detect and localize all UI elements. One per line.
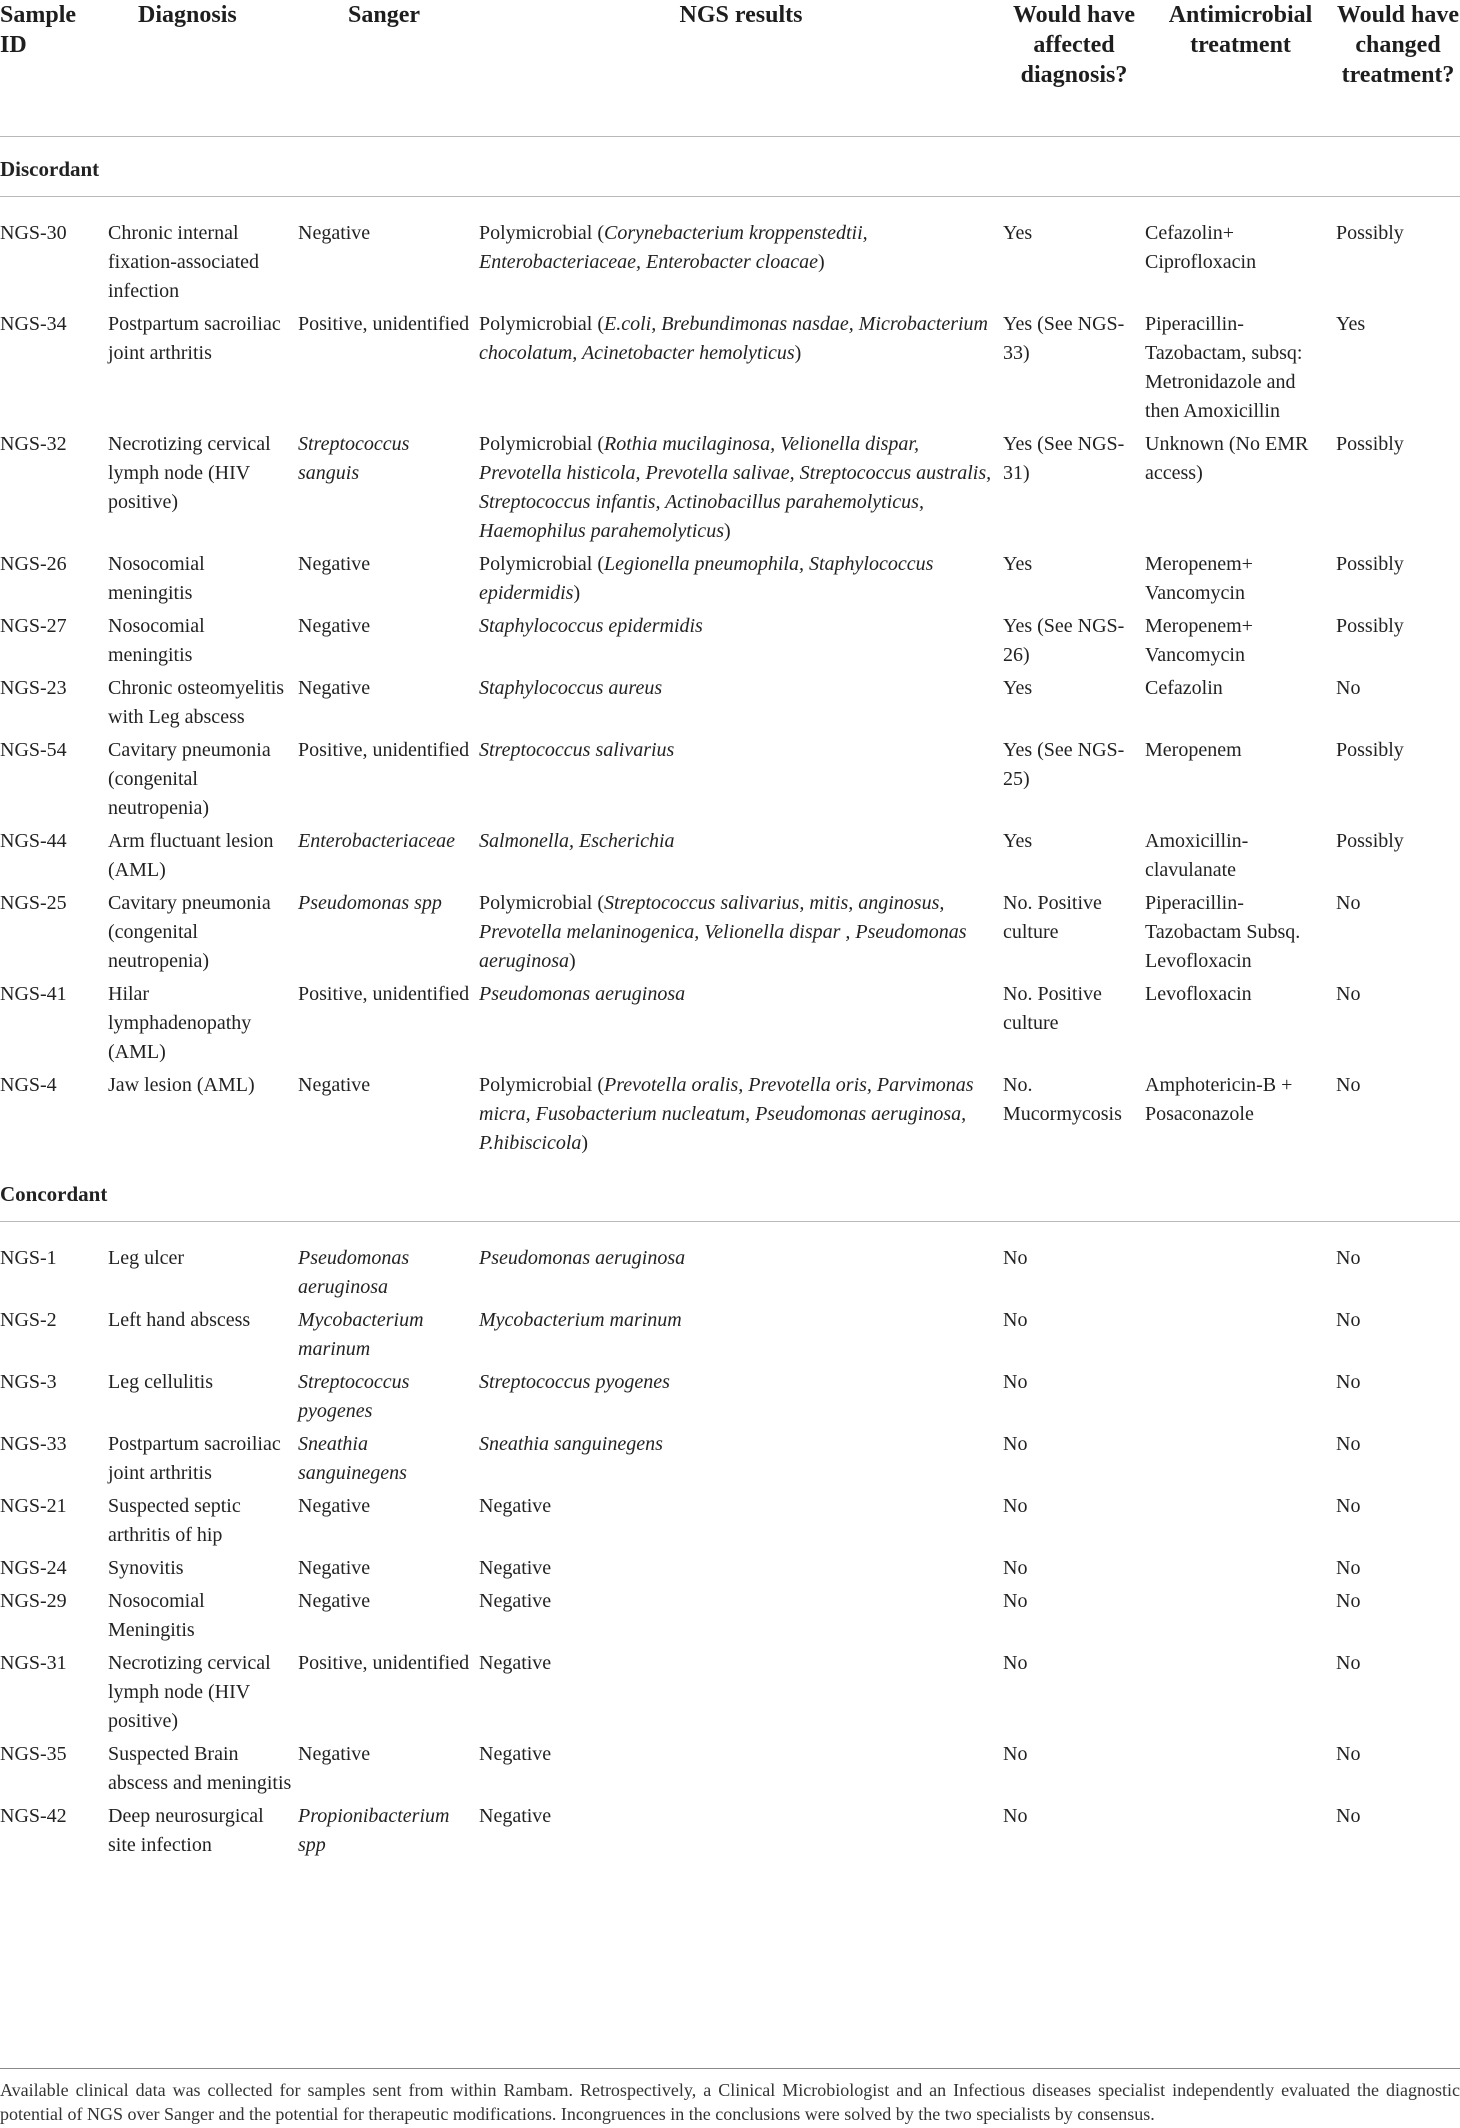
cell-sanger: Negative bbox=[298, 615, 371, 637]
cell-diagnosis: Nosocomial meningitis bbox=[108, 553, 205, 604]
cell-changed-treatment: No bbox=[1336, 1557, 1361, 1579]
cell-antimicrobial-treatment bbox=[1145, 1554, 1336, 1587]
cell-sample-id: NGS-27 bbox=[0, 615, 67, 637]
cell-sample-id: NGS-32 bbox=[0, 433, 67, 455]
ngs-text-segment: E.coli, Brebundimonas nasdae, Microbacterium chocolatum, Acinetobacter hemolyticus bbox=[479, 313, 988, 364]
cell-antimicrobial-treatment: Cefazolin+ Ciprofloxacin bbox=[1145, 222, 1257, 273]
cell-changed-treatment: No bbox=[1336, 1074, 1361, 1096]
cell-affected-diagnosis: No bbox=[1003, 1805, 1028, 1827]
ngs-text-segment: Streptococcus pyogenes bbox=[479, 1371, 670, 1393]
table-body bbox=[0, 137, 1460, 1865]
table-row bbox=[0, 889, 1460, 980]
table-row bbox=[0, 1554, 1460, 1587]
cell-affected-diagnosis: Yes bbox=[1003, 553, 1033, 575]
cell-changed-treatment: No bbox=[1336, 677, 1361, 699]
header-ngs-results: NGS results bbox=[479, 0, 1003, 137]
ngs-text-segment: Pseudomonas aeruginosa bbox=[479, 983, 686, 1005]
cell-changed-treatment: No bbox=[1336, 983, 1361, 1005]
ngs-text-segment: ) bbox=[581, 1132, 589, 1154]
cell-affected-diagnosis: No bbox=[1003, 1433, 1028, 1455]
table-row bbox=[0, 827, 1460, 889]
cell-sanger: Sneathia sanguinegens bbox=[298, 1433, 407, 1484]
table-row bbox=[0, 612, 1460, 674]
cell-sample-id: NGS-3 bbox=[0, 1371, 57, 1393]
ngs-text-segment: Negative bbox=[479, 1557, 552, 1579]
cell-changed-treatment: Possibly bbox=[1336, 615, 1404, 637]
table-row bbox=[0, 1587, 1460, 1649]
header-sample-id: Sample ID bbox=[0, 0, 108, 137]
cell-affected-diagnosis: No bbox=[1003, 1247, 1028, 1269]
cell-antimicrobial-treatment: Amphotericin-B + Posaconazole bbox=[1145, 1074, 1293, 1125]
cell-sample-id: NGS-4 bbox=[0, 1074, 57, 1096]
cell-ngs-results bbox=[479, 1740, 1003, 1802]
cell-sanger: Mycobacterium marinum bbox=[298, 1309, 424, 1360]
table-row bbox=[0, 197, 1460, 311]
cell-diagnosis: Chronic osteomyelitis with Leg abscess bbox=[108, 677, 285, 728]
ngs-text-segment: Staphylococcus epidermidis bbox=[479, 615, 703, 637]
ngs-text-segment: Pseudomonas aeruginosa bbox=[479, 1247, 686, 1269]
cell-sanger: Pseudomonas aeruginosa bbox=[298, 1247, 410, 1298]
cell-ngs-results bbox=[479, 612, 1003, 674]
cell-sample-id: NGS-24 bbox=[0, 1557, 67, 1579]
cell-affected-diagnosis: No bbox=[1003, 1743, 1028, 1765]
cell-sample-id: NGS-33 bbox=[0, 1433, 67, 1455]
cell-antimicrobial-treatment: Piperacillin-Tazobactam, subsq: Metronidazole and then Amoxicillin bbox=[1145, 313, 1303, 422]
cell-diagnosis: Nosocomial meningitis bbox=[108, 615, 205, 666]
ngs-text-segment: Mycobacterium marinum bbox=[479, 1309, 682, 1331]
cell-changed-treatment: No bbox=[1336, 1371, 1361, 1393]
cell-antimicrobial-treatment bbox=[1145, 1368, 1336, 1430]
ngs-text-segment: Salmonella, Escherichia bbox=[479, 830, 675, 852]
cell-antimicrobial-treatment: Cefazolin bbox=[1145, 677, 1223, 699]
cell-sanger: Streptococcus pyogenes bbox=[298, 1371, 410, 1422]
table-row bbox=[0, 550, 1460, 612]
ngs-text-segment: Negative bbox=[479, 1590, 552, 1612]
ngs-text-segment: ) bbox=[794, 342, 802, 364]
cell-antimicrobial-treatment: Levofloxacin bbox=[1145, 983, 1252, 1005]
cell-changed-treatment: Yes bbox=[1336, 313, 1366, 335]
cell-ngs-results bbox=[479, 430, 1003, 550]
table-footnote: Available clinical data was collected for samples sent from within Rambam. Retrospectively, a Clinical Microbiologist and an Infectious diseases specialist independently evaluated the diagnostic potential of NGS over Sanger and the potential for therapeutic modifications. Incongruences in the conclusions were solved by the two specialists by consensus. bbox=[0, 2080, 1460, 2124]
cell-sanger: Streptococcus sanguis bbox=[298, 433, 410, 484]
cell-changed-treatment: No bbox=[1336, 1247, 1361, 1269]
table-row bbox=[0, 980, 1460, 1071]
cell-sample-id: NGS-31 bbox=[0, 1652, 67, 1674]
ngs-text-segment: Sneathia sanguinegens bbox=[479, 1433, 663, 1455]
cell-diagnosis: Postpartum sacroiliac joint arthritis bbox=[108, 313, 281, 364]
cell-sanger: Negative bbox=[298, 677, 371, 699]
table-row bbox=[0, 1492, 1460, 1554]
ngs-text-segment: Polymicrobial ( bbox=[479, 553, 604, 575]
table-header bbox=[0, 0, 1460, 137]
cell-sample-id: NGS-1 bbox=[0, 1247, 57, 1269]
cell-diagnosis: Left hand abscess bbox=[108, 1309, 251, 1331]
cell-diagnosis: Necrotizing cervical lymph node (HIV positive) bbox=[108, 433, 271, 513]
cell-ngs-results bbox=[479, 1802, 1003, 1864]
cell-affected-diagnosis: Yes (See NGS-33) bbox=[1003, 313, 1125, 364]
cell-ngs-results bbox=[479, 889, 1003, 980]
ngs-text-segment: Negative bbox=[479, 1495, 552, 1517]
cell-ngs-results bbox=[479, 1649, 1003, 1740]
cell-affected-diagnosis: No bbox=[1003, 1309, 1028, 1331]
table-row bbox=[0, 1740, 1460, 1802]
cell-changed-treatment: No bbox=[1336, 1433, 1361, 1455]
cell-affected-diagnosis: No bbox=[1003, 1371, 1028, 1393]
cell-antimicrobial-treatment bbox=[1145, 1222, 1336, 1307]
cell-sanger: Negative bbox=[298, 1743, 371, 1765]
cell-sanger: Negative bbox=[298, 1557, 371, 1579]
ngs-text-segment: ) bbox=[817, 251, 825, 273]
cell-antimicrobial-treatment bbox=[1145, 1649, 1336, 1740]
cell-affected-diagnosis: Yes (See NGS-25) bbox=[1003, 739, 1125, 790]
cell-antimicrobial-treatment bbox=[1145, 1430, 1336, 1492]
ngs-text-segment: ) bbox=[573, 582, 581, 604]
cell-sanger: Positive, unidentified bbox=[298, 739, 470, 761]
ngs-text-segment: Rothia mucilaginosa, Velionella dispar, Prevotella histicola, Prevotella salivae, Streptococcus australis, Streptococcus infantis, Actinobacillus parahemolyticus, Haemophilus parahemolyticus bbox=[479, 433, 992, 542]
cell-antimicrobial-treatment bbox=[1145, 1740, 1336, 1802]
section-title: Concordant bbox=[0, 1162, 1460, 1222]
cell-sanger: Negative bbox=[298, 553, 371, 575]
cell-affected-diagnosis: No. Mucormycosis bbox=[1003, 1074, 1122, 1125]
cell-ngs-results bbox=[479, 310, 1003, 430]
cell-changed-treatment: No bbox=[1336, 1652, 1361, 1674]
cell-diagnosis: Deep neurosurgical site infection bbox=[108, 1805, 264, 1856]
table-row bbox=[0, 1222, 1460, 1307]
cell-sanger: Propionibacterium spp bbox=[298, 1805, 450, 1856]
section-title: Discordant bbox=[0, 137, 1460, 197]
cell-sample-id: NGS-44 bbox=[0, 830, 67, 852]
cell-diagnosis: Leg cellulitis bbox=[108, 1371, 213, 1393]
ngs-text-segment: Prevotella oralis, Prevotella oris, Parvimonas micra, Fusobacterium nucleatum, Pseudomonas aeruginosa, P.hibiscicola bbox=[479, 1074, 974, 1154]
cell-ngs-results bbox=[479, 980, 1003, 1071]
cell-antimicrobial-treatment: Unknown (No EMR access) bbox=[1145, 433, 1309, 484]
cell-sanger: Positive, unidentified bbox=[298, 1652, 470, 1674]
header-row bbox=[0, 0, 1460, 137]
cell-antimicrobial-treatment: Amoxicillin-clavulanate bbox=[1145, 830, 1249, 881]
cell-changed-treatment: No bbox=[1336, 1743, 1361, 1765]
cell-diagnosis: Leg ulcer bbox=[108, 1247, 185, 1269]
cell-sample-id: NGS-23 bbox=[0, 677, 67, 699]
cell-diagnosis: Suspected Brain abscess and meningitis bbox=[108, 1743, 292, 1794]
cell-affected-diagnosis: No bbox=[1003, 1590, 1028, 1612]
cell-ngs-results bbox=[479, 736, 1003, 827]
table-row bbox=[0, 1649, 1460, 1740]
ngs-text-segment: Corynebacterium kroppenstedtii, Enterobacteriaceae, Enterobacter cloacae bbox=[479, 222, 868, 273]
table-row bbox=[0, 1802, 1460, 1864]
cell-ngs-results bbox=[479, 1430, 1003, 1492]
cell-antimicrobial-treatment bbox=[1145, 1587, 1336, 1649]
cell-sanger: Negative bbox=[298, 222, 371, 244]
cell-changed-treatment: Possibly bbox=[1336, 739, 1404, 761]
ngs-text-segment: Negative bbox=[479, 1652, 552, 1674]
cell-ngs-results bbox=[479, 1306, 1003, 1368]
cell-diagnosis: Cavitary pneumonia (congenital neutropenia) bbox=[108, 739, 271, 819]
cell-sanger: Positive, unidentified bbox=[298, 983, 470, 1005]
ngs-text-segment: Negative bbox=[479, 1805, 552, 1827]
cell-sample-id: NGS-25 bbox=[0, 892, 67, 914]
table-row bbox=[0, 310, 1460, 430]
ngs-text-segment: Negative bbox=[479, 1743, 552, 1765]
cell-diagnosis: Cavitary pneumonia (congenital neutropenia) bbox=[108, 892, 271, 972]
cell-antimicrobial-treatment: Meropenem+ Vancomycin bbox=[1145, 615, 1253, 666]
cell-ngs-results bbox=[479, 1222, 1003, 1307]
header-diagnosis: Diagnosis bbox=[108, 0, 298, 137]
cell-sample-id: NGS-41 bbox=[0, 983, 67, 1005]
table-row bbox=[0, 1430, 1460, 1492]
cell-affected-diagnosis: No. Positive culture bbox=[1003, 983, 1102, 1034]
cell-diagnosis: Synovitis bbox=[108, 1557, 184, 1579]
cell-ngs-results bbox=[479, 674, 1003, 736]
cell-sanger: Positive, unidentified bbox=[298, 313, 470, 335]
cell-affected-diagnosis: Yes bbox=[1003, 830, 1033, 852]
cell-ngs-results bbox=[479, 550, 1003, 612]
ngs-text-segment: Polymicrobial ( bbox=[479, 1074, 604, 1096]
cell-changed-treatment: No bbox=[1336, 892, 1361, 914]
cell-sample-id: NGS-35 bbox=[0, 1743, 67, 1765]
cell-affected-diagnosis: No bbox=[1003, 1652, 1028, 1674]
cell-sample-id: NGS-54 bbox=[0, 739, 67, 761]
cell-affected-diagnosis: Yes bbox=[1003, 222, 1033, 244]
cell-sanger: Negative bbox=[298, 1495, 371, 1517]
cell-changed-treatment: No bbox=[1336, 1495, 1361, 1517]
cell-antimicrobial-treatment: Piperacillin-Tazobactam Subsq. Levofloxacin bbox=[1145, 892, 1301, 972]
cell-changed-treatment: No bbox=[1336, 1309, 1361, 1331]
cell-sample-id: NGS-26 bbox=[0, 553, 67, 575]
ngs-text-segment: Polymicrobial ( bbox=[479, 222, 604, 244]
cell-ngs-results bbox=[479, 1554, 1003, 1587]
cell-sample-id: NGS-2 bbox=[0, 1309, 57, 1331]
cell-ngs-results bbox=[479, 1368, 1003, 1430]
cell-sample-id: NGS-42 bbox=[0, 1805, 67, 1827]
cell-sample-id: NGS-34 bbox=[0, 313, 67, 335]
header-affected-diagnosis: Would have affected diagnosis? bbox=[1003, 0, 1145, 137]
cell-affected-diagnosis: Yes bbox=[1003, 677, 1033, 699]
cell-diagnosis: Postpartum sacroiliac joint arthritis bbox=[108, 1433, 281, 1484]
ngs-text-segment: Legionella pneumophila, Staphylococcus epidermidis bbox=[479, 553, 934, 604]
cell-ngs-results bbox=[479, 1587, 1003, 1649]
cell-changed-treatment: Possibly bbox=[1336, 830, 1404, 852]
cell-ngs-results bbox=[479, 197, 1003, 311]
bottom-rule bbox=[0, 2068, 1460, 2069]
cell-antimicrobial-treatment: Meropenem+ Vancomycin bbox=[1145, 553, 1253, 604]
cell-antimicrobial-treatment bbox=[1145, 1802, 1336, 1864]
cell-ngs-results bbox=[479, 1492, 1003, 1554]
cell-changed-treatment: No bbox=[1336, 1590, 1361, 1612]
cell-antimicrobial-treatment bbox=[1145, 1492, 1336, 1554]
cell-changed-treatment: Possibly bbox=[1336, 222, 1404, 244]
ngs-text-segment: Staphylococcus aureus bbox=[479, 677, 663, 699]
cell-sample-id: NGS-30 bbox=[0, 222, 67, 244]
cell-diagnosis: Hilar lymphadenopathy (AML) bbox=[108, 983, 252, 1063]
table-row bbox=[0, 1306, 1460, 1368]
cell-antimicrobial-treatment: Meropenem bbox=[1145, 739, 1242, 761]
header-antimicrobial-treatment: Antimicrobial treatment bbox=[1145, 0, 1336, 137]
cell-changed-treatment: Possibly bbox=[1336, 433, 1404, 455]
cell-diagnosis: Jaw lesion (AML) bbox=[108, 1074, 255, 1096]
header-changed-treatment: Would have changed treatment? bbox=[1336, 0, 1460, 137]
cell-changed-treatment: Possibly bbox=[1336, 553, 1404, 575]
table-row bbox=[0, 1368, 1460, 1430]
ngs-text-segment: Streptococcus salivarius, mitis, anginosus, Prevotella melaninogenica, Velionella dispar , Pseudomonas aeruginosa bbox=[479, 892, 967, 972]
section-row bbox=[0, 137, 1460, 197]
cell-ngs-results bbox=[479, 827, 1003, 889]
table-row bbox=[0, 430, 1460, 550]
cell-antimicrobial-treatment bbox=[1145, 1306, 1336, 1368]
cell-affected-diagnosis: No bbox=[1003, 1557, 1028, 1579]
cell-affected-diagnosis: Yes (See NGS-31) bbox=[1003, 433, 1125, 484]
ngs-text-segment: ) bbox=[723, 520, 731, 542]
ngs-text-segment: Polymicrobial ( bbox=[479, 313, 604, 335]
ngs-text-segment: Streptococcus salivarius bbox=[479, 739, 675, 761]
table-row bbox=[0, 1071, 1460, 1162]
cell-sanger: Pseudomonas spp bbox=[298, 892, 442, 914]
cell-diagnosis: Nosocomial Meningitis bbox=[108, 1590, 205, 1641]
cell-affected-diagnosis: Yes (See NGS-26) bbox=[1003, 615, 1125, 666]
cell-diagnosis: Chronic internal fixation-associated infection bbox=[108, 222, 260, 302]
ngs-text-segment: Polymicrobial ( bbox=[479, 433, 604, 455]
cell-diagnosis: Necrotizing cervical lymph node (HIV positive) bbox=[108, 1652, 271, 1732]
cell-sample-id: NGS-21 bbox=[0, 1495, 67, 1517]
cell-sanger: Negative bbox=[298, 1590, 371, 1612]
ngs-text-segment: Polymicrobial ( bbox=[479, 892, 604, 914]
cell-diagnosis: Arm fluctuant lesion (AML) bbox=[108, 830, 274, 881]
cell-sanger: Enterobacteriaceae bbox=[298, 830, 455, 852]
cell-sanger: Negative bbox=[298, 1074, 371, 1096]
cell-affected-diagnosis: No bbox=[1003, 1495, 1028, 1517]
cell-sample-id: NGS-29 bbox=[0, 1590, 67, 1612]
table-row bbox=[0, 674, 1460, 736]
cell-diagnosis: Suspected septic arthritis of hip bbox=[108, 1495, 241, 1546]
ngs-text-segment: ) bbox=[569, 950, 576, 972]
section-row bbox=[0, 1162, 1460, 1222]
cell-changed-treatment: No bbox=[1336, 1805, 1361, 1827]
cell-affected-diagnosis: No. Positive culture bbox=[1003, 892, 1102, 943]
table-row bbox=[0, 736, 1460, 827]
cell-ngs-results bbox=[479, 1071, 1003, 1162]
header-sanger: Sanger bbox=[298, 0, 479, 137]
